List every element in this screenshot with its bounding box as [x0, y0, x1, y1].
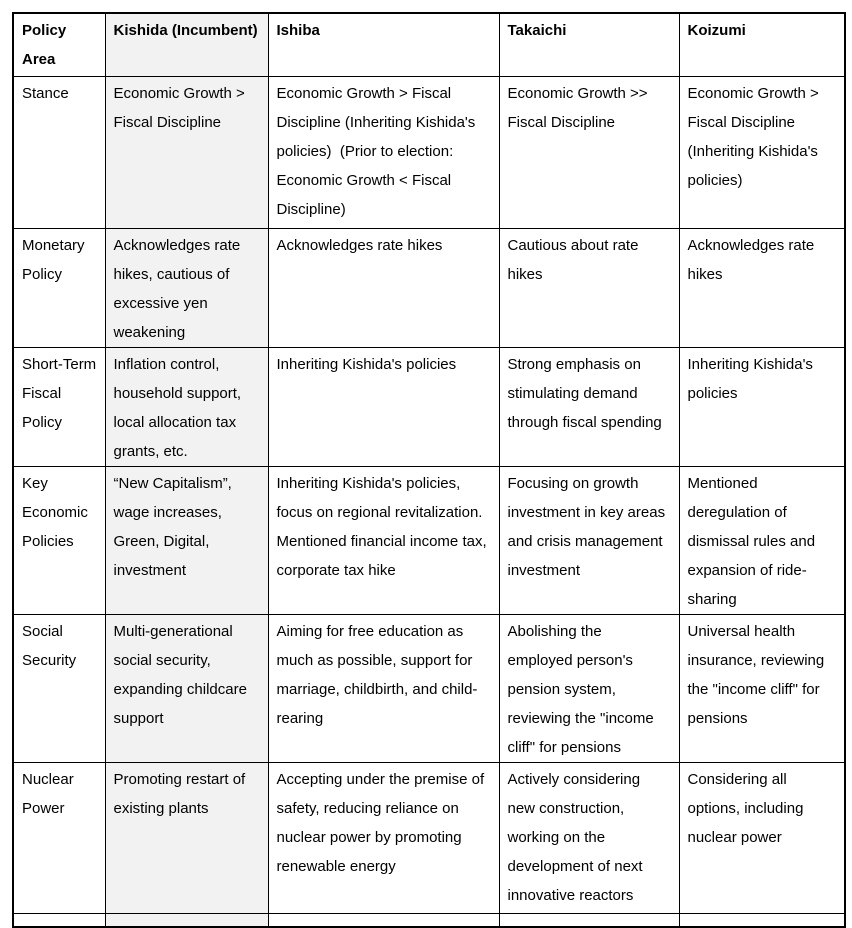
cell-partial-4 [499, 913, 679, 927]
table-row-short-term-fiscal [13, 347, 845, 466]
cell-stance-takaichi: Economic Growth >> Fiscal Discipline [499, 76, 679, 228]
table-body [13, 76, 845, 927]
cell-partial-2 [105, 913, 268, 927]
cell-fiscal-takaichi: Strong emphasis on stimulating demand through fiscal spending [499, 347, 679, 466]
table-row-social-security [13, 614, 845, 762]
cell-partial-3 [268, 913, 499, 927]
row-label-nuclear-power: Nuclear Power [13, 762, 105, 913]
cell-fiscal-kishida: Inflation control, household support, local allocation tax grants, etc. [105, 347, 268, 466]
table-row-nuclear-power [13, 762, 845, 913]
cell-monetary-ishiba: Acknowledges rate hikes [268, 228, 499, 347]
cell-social-takaichi: Abolishing the employed person's pension system, reviewing the "income cliff" for pensions [499, 614, 679, 762]
cell-partial-5 [679, 913, 845, 927]
cell-social-kishida: Multi-generational social security, expanding childcare support [105, 614, 268, 762]
cell-nuclear-takaichi: Actively considering new construction, working on the development of next innovative reactors [499, 762, 679, 913]
cell-monetary-koizumi: Acknowledges rate hikes [679, 228, 845, 347]
cell-stance-koizumi: Economic Growth > Fiscal Discipline (Inheriting Kishida's policies) [679, 76, 845, 228]
row-label-stance: Stance [13, 76, 105, 228]
policy-comparison-table [12, 12, 846, 928]
row-label-social-security: Social Security [13, 614, 105, 762]
header-policy-area: Policy Area [13, 13, 105, 76]
row-label-key-economic: Key Economic Policies [13, 466, 105, 614]
cell-social-koizumi: Universal health insurance, reviewing the "income cliff" for pensions [679, 614, 845, 762]
row-label-monetary-policy: Monetary Policy [13, 228, 105, 347]
cell-nuclear-ishiba: Accepting under the premise of safety, reducing reliance on nuclear power by promoting renewable energy [268, 762, 499, 913]
row-label-short-term-fiscal: Short-Term Fiscal Policy [13, 347, 105, 466]
cell-economic-ishiba: Inheriting Kishida's policies, focus on regional revitalization. Mentioned financial income tax, corporate tax hike [268, 466, 499, 614]
cell-stance-ishiba: Economic Growth > Fiscal Discipline (Inheriting Kishida's policies) (Prior to election: Economic Growth < Fiscal Discipline) [268, 76, 499, 228]
table-header [13, 13, 845, 76]
table-row-stance [13, 76, 845, 228]
cell-fiscal-koizumi: Inheriting Kishida's policies [679, 347, 845, 466]
header-kishida: Kishida (Incumbent) [105, 13, 268, 76]
cell-social-ishiba: Aiming for free education as much as possible, support for marriage, childbirth, and child-rearing [268, 614, 499, 762]
cell-monetary-takaichi: Cautious about rate hikes [499, 228, 679, 347]
cell-economic-kishida: “New Capitalism”, wage increases, Green, Digital, investment [105, 466, 268, 614]
header-takaichi: Takaichi [499, 13, 679, 76]
table-row-key-economic [13, 466, 845, 614]
cell-nuclear-kishida: Promoting restart of existing plants [105, 762, 268, 913]
cell-partial-1 [13, 913, 105, 927]
cell-fiscal-ishiba: Inheriting Kishida's policies [268, 347, 499, 466]
header-koizumi: Koizumi [679, 13, 845, 76]
cell-monetary-kishida: Acknowledges rate hikes, cautious of excessive yen weakening [105, 228, 268, 347]
cell-nuclear-koizumi: Considering all options, including nuclear power [679, 762, 845, 913]
cell-stance-kishida: Economic Growth > Fiscal Discipline [105, 76, 268, 228]
cell-economic-takaichi: Focusing on growth investment in key areas and crisis management investment [499, 466, 679, 614]
header-ishiba: Ishiba [268, 13, 499, 76]
table-row-partial-clipped [13, 913, 845, 927]
table-row-monetary-policy [13, 228, 845, 347]
header-row [13, 13, 845, 76]
cell-economic-koizumi: Mentioned deregulation of dismissal rules and expansion of ride-sharing [679, 466, 845, 614]
